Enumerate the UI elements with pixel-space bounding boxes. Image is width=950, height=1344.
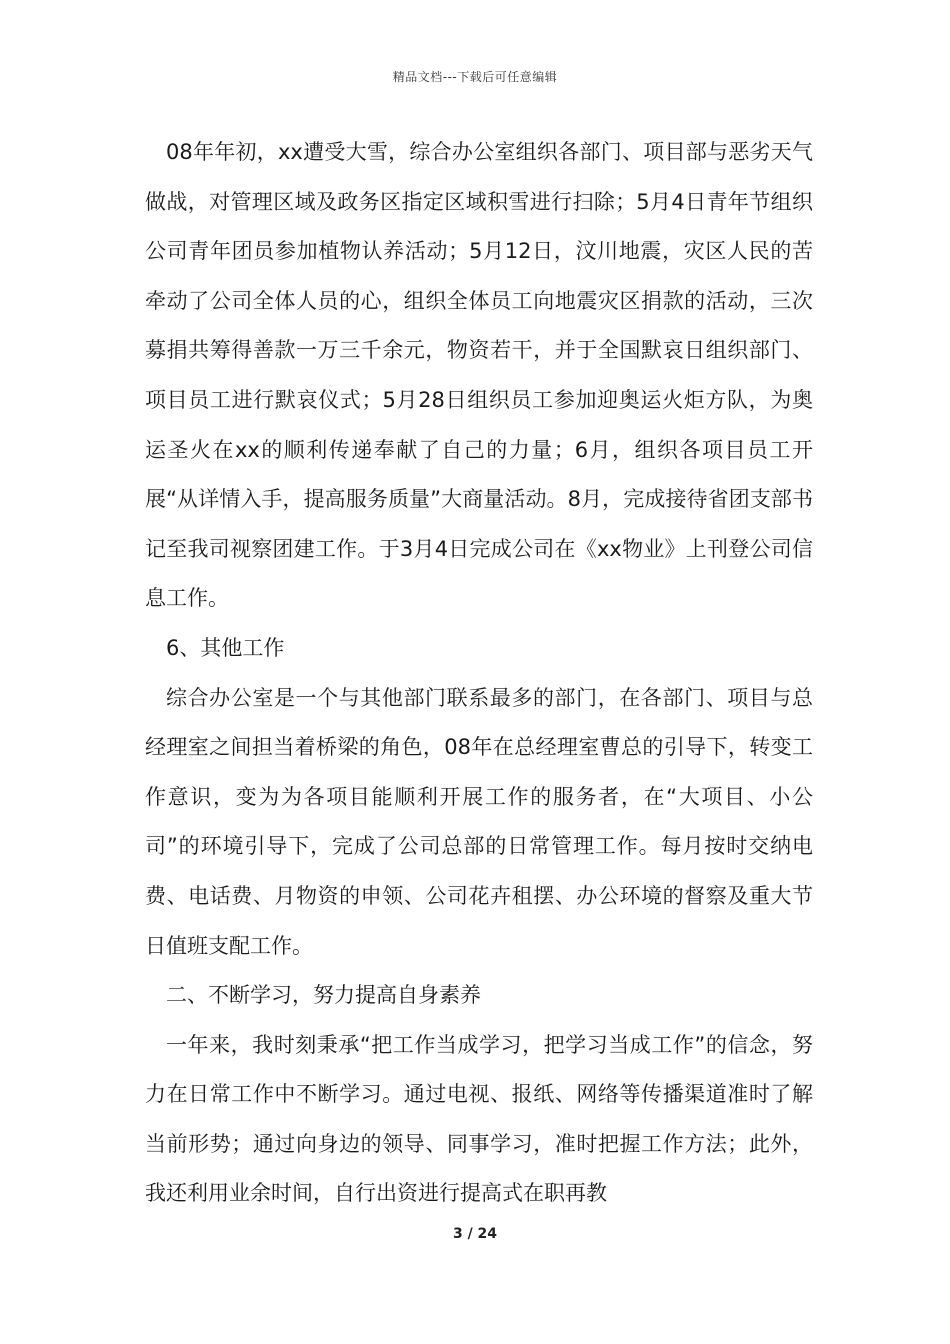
paragraph-events: 08年年初，xx遭受大雪，综合办公室组织各部门、项目部与恶劣天气做战，对管理区域及政务区指定区域积雪进行扫除；5月4日青年节组织公司青年团员参加植物认养活动；5月12日，汶川地震，灾区人民的苦牵动了公司全体人员的心，组织全体员工向地震灾区捐款的活动，三次募捐共筹得善款一万三千余元，物资若干，并于全国默哀日组织部门、项目员工进行默哀仪式；5月28日组织员工参加迎奥运火炬方队，为奥运圣火在xx的顺利传递奉献了自己的力量；6月，组织各项目员工开展“从详情入手，提高服务质量”大商量活动。8月，完成接待省团支部书记至我司视察团建工作。于3月4日完成公司在《xx物业》上刊登公司信息工作。 bbox=[145, 140, 813, 611]
document-body bbox=[145, 128, 813, 1219]
page-header: 精品文档---下载后可任意编辑 bbox=[392, 70, 558, 84]
paragraph-learning: 一年来，我时刻秉承“把工作当成学习，把学习当成工作”的信念，努力在日常工作中不断学习。通过电视、报纸、网络等传播渠道准时了解当前形势；通过向身边的领导、同事学习，准时把握工作方法；此外，我还利用业余时间，自行出资进行提高式在职再教 bbox=[145, 1032, 813, 1206]
section-heading-other-work: 6、其他工作 bbox=[166, 635, 285, 660]
section-heading-learning: 二、不断学习，努力提高自身素养 bbox=[166, 983, 481, 1008]
page-number: 3 / 24 bbox=[452, 1226, 498, 1242]
paragraph-office-role: 综合办公室是一个与其他部门联系最多的部门，在各部门、项目与总经理室之间担当着桥梁的角色，08年在总经理室曹总的引导下，转变工作意识，变为为各项目能顺利开展工作的服务者，在“大项目、小公司”的环境引导下，完成了公司总部的日常管理工作。每月按时交纳电费、电话费、月物资的申领、公司花卉租摆、办公环境的督察及重大节日值班支配工作。 bbox=[145, 685, 813, 958]
